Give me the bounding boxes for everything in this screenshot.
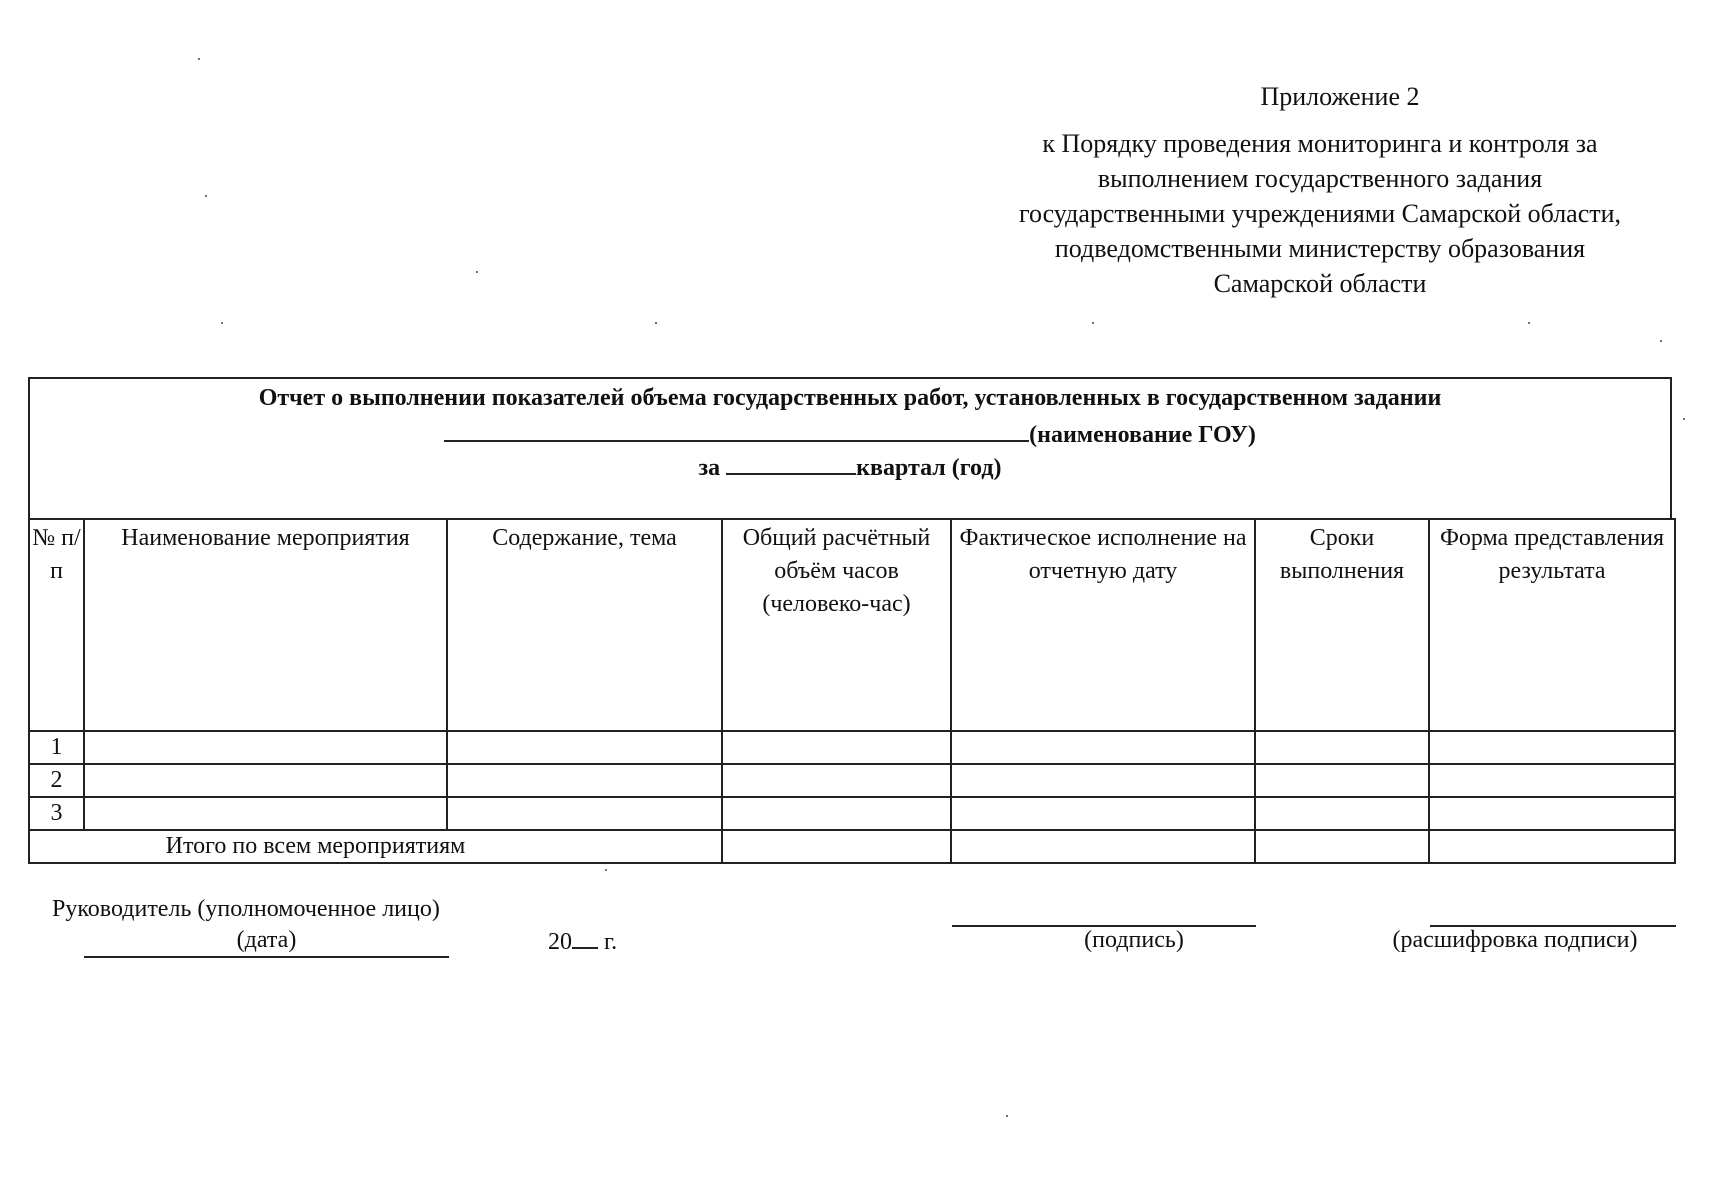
table-header-row bbox=[29, 519, 1675, 731]
table-cell bbox=[722, 764, 951, 797]
table-cell bbox=[1255, 764, 1429, 797]
col-header-content: Содержание, тема bbox=[447, 519, 722, 731]
appendix-reference bbox=[960, 126, 1680, 301]
table-cell bbox=[447, 764, 722, 797]
table-cell bbox=[1255, 797, 1429, 830]
appendix-line: к Порядку проведения мониторинга и контроля за bbox=[1042, 129, 1598, 158]
table-row bbox=[29, 731, 1675, 764]
table-total-row bbox=[29, 830, 1675, 863]
row-number: 1 bbox=[29, 731, 84, 764]
col-header-number: № п/п bbox=[29, 519, 84, 731]
scan-speck bbox=[605, 869, 607, 871]
total-label: Итого по всем мероприятиям bbox=[29, 830, 722, 863]
scan-speck bbox=[655, 322, 657, 324]
table-row bbox=[29, 797, 1675, 830]
scan-speck bbox=[476, 271, 478, 273]
signature-label: (подпись) bbox=[1084, 927, 1184, 953]
appendix-line: государственными учреждениями Самарской области, bbox=[1018, 199, 1622, 228]
signer-label: Руководитель (уполномоченное лицо) bbox=[52, 896, 440, 922]
date-label: (дата) bbox=[236, 927, 297, 953]
report-header bbox=[28, 377, 1672, 518]
col-header-deadlines: Сроки выполнения bbox=[1255, 519, 1429, 731]
table-cell bbox=[722, 731, 951, 764]
row-number: 2 bbox=[29, 764, 84, 797]
table-cell bbox=[1429, 830, 1675, 863]
org-name-blank bbox=[444, 418, 1029, 442]
table-row bbox=[29, 764, 1675, 797]
appendix-number: Приложение 2 bbox=[1260, 82, 1420, 111]
report-org-line bbox=[30, 418, 1670, 449]
scan-speck bbox=[1528, 322, 1530, 324]
table-cell bbox=[84, 797, 447, 830]
appendix-line: Самарской области bbox=[1213, 269, 1427, 298]
table-cell bbox=[951, 797, 1255, 830]
scan-speck bbox=[198, 58, 200, 60]
table-cell bbox=[84, 731, 447, 764]
col-header-actual-execution: Фактическое исполнение на отчетную дату bbox=[951, 519, 1255, 731]
scan-speck bbox=[1006, 1115, 1008, 1117]
table-cell bbox=[722, 797, 951, 830]
year-label bbox=[548, 927, 617, 956]
signature-decode-label: (расшифровка подписи) bbox=[1392, 927, 1638, 953]
report-title: Отчет о выполнении показателей объема государственных работ, установленных в государственном задании bbox=[258, 385, 1442, 411]
row-number: 3 bbox=[29, 797, 84, 830]
org-name-label: (наименование ГОУ) bbox=[1029, 422, 1256, 448]
table-cell bbox=[447, 731, 722, 764]
col-header-event-name: Наименование мероприятия bbox=[84, 519, 447, 731]
scan-speck bbox=[1660, 340, 1662, 342]
report-period-line bbox=[30, 451, 1670, 482]
scan-speck bbox=[1683, 418, 1685, 420]
scan-speck bbox=[205, 195, 207, 197]
appendix-line: выполнением государственного задания bbox=[1097, 164, 1543, 193]
table-cell bbox=[84, 764, 447, 797]
col-header-total-hours: Общий расчётный объём часов (человеко-час) bbox=[722, 519, 951, 731]
year-suffix: г. bbox=[604, 929, 618, 955]
table-cell bbox=[951, 731, 1255, 764]
table-cell bbox=[1429, 764, 1675, 797]
report-table bbox=[28, 518, 1676, 864]
table-cell bbox=[447, 797, 722, 830]
table-cell bbox=[722, 830, 951, 863]
appendix-line: подведомственными министерству образования bbox=[1054, 234, 1586, 263]
period-suffix: квартал (год) bbox=[856, 455, 1002, 481]
table-cell bbox=[1255, 830, 1429, 863]
period-prefix: за bbox=[698, 455, 721, 481]
col-header-result-form: Форма представления результата bbox=[1429, 519, 1675, 731]
table-cell bbox=[1255, 731, 1429, 764]
scan-speck bbox=[221, 322, 223, 324]
year-blank bbox=[572, 927, 598, 949]
table-cell bbox=[1429, 797, 1675, 830]
year-prefix: 20 bbox=[548, 929, 572, 955]
table-cell bbox=[1429, 731, 1675, 764]
quarter-blank bbox=[726, 451, 856, 475]
date-line bbox=[84, 956, 449, 958]
scan-speck bbox=[1092, 322, 1094, 324]
table-cell bbox=[951, 764, 1255, 797]
table-cell bbox=[951, 830, 1255, 863]
